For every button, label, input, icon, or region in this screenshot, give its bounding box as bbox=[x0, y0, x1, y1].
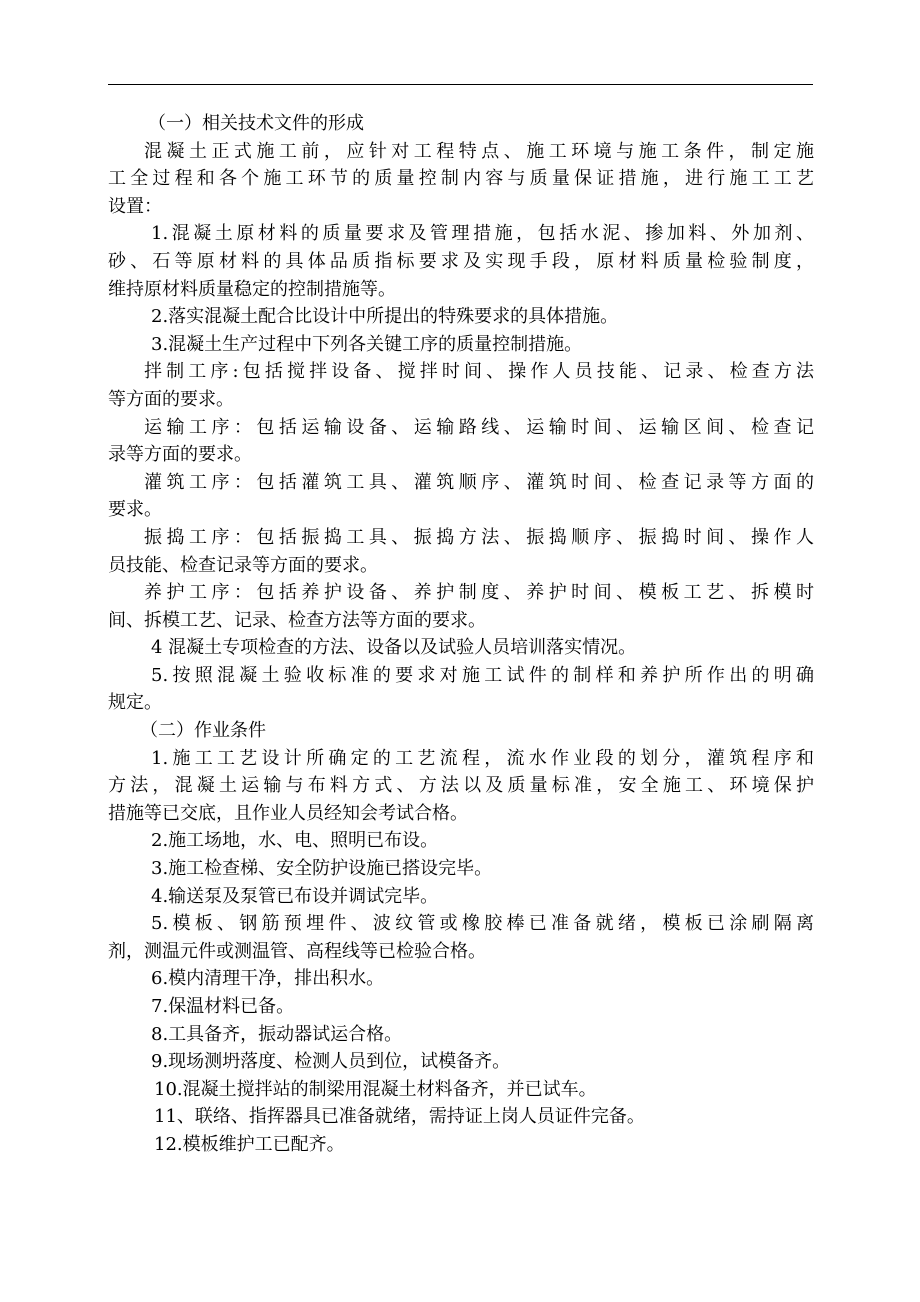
text-line: 1.施工工艺设计所确定的工艺流程，流水作业段的划分，灌筑程序和 bbox=[151, 747, 814, 769]
text-line: 8.工具备齐，振动器试运合格。 bbox=[151, 1023, 403, 1045]
text-line: 10.混凝土搅拌站的制梁用混凝土材料备齐，并已试车。 bbox=[154, 1078, 597, 1100]
text-line: 员技能、检查记录等方面的要求。 bbox=[108, 554, 378, 576]
text-line: 4 混凝土专项检查的方法、设备以及试验人员培训落实情况。 bbox=[151, 637, 637, 659]
text-line: （一）相关技术文件的形成 bbox=[148, 113, 364, 134]
text-line: 措施等已交底，且作业人员经知会考试合格。 bbox=[108, 802, 468, 824]
text-line: 拌制工序:包括搅拌设备、搅拌时间、操作人员技能、记录、检查方法 bbox=[144, 361, 814, 383]
text-line: 4.输送泵及泵管已布设并调试完毕。 bbox=[151, 885, 439, 907]
document-body bbox=[108, 110, 814, 1159]
text-line: 等方面的要求。 bbox=[108, 388, 234, 410]
text-line: 11、联络、指挥器具已准备就绪，需持证上岗人员证件完备。 bbox=[154, 1106, 645, 1128]
text-line: 1.混凝土原材料的质量要求及管理措施，包括水泥、掺加料、外加剂、 bbox=[151, 223, 814, 245]
text-line: 3.混凝土生产过程中下列各关键工序的质量控制措施。 bbox=[151, 333, 583, 355]
text-line: 砂、石等原材料的具体品质指标要求及实现手段，原材料质量检验制度， bbox=[108, 250, 814, 272]
text-line: 设置： bbox=[108, 195, 162, 217]
text-line: 规定。 bbox=[108, 692, 162, 714]
text-line: 2.落实混凝土配合比设计中所提出的特殊要求的具体措施。 bbox=[151, 306, 619, 328]
text-line: （二）作业条件 bbox=[140, 720, 266, 742]
text-line: 方法，混凝土运输与布料方式、方法以及质量标准，安全施工、环境保护 bbox=[108, 775, 814, 797]
text-line: 5.按照混凝土验收标准的要求对施工试件的制样和养护所作出的明确 bbox=[151, 664, 814, 686]
text-line: 工全过程和各个施工环节的质量控制内容与质量保证措施，进行施工工艺 bbox=[108, 168, 814, 190]
text-line: 6.模内清理干净，排出积水。 bbox=[151, 968, 385, 990]
text-line: 振捣工序：包括振捣工具、振捣方法、振捣顺序、振捣时间、操作人 bbox=[144, 526, 814, 548]
text-line: 7.保温材料已备。 bbox=[151, 996, 295, 1017]
text-line: 维持原材料质量稳定的控制措施等。 bbox=[108, 278, 396, 300]
text-line: 要求。 bbox=[108, 499, 162, 521]
text-line: 3.施工检查梯、安全防护设施已搭设完毕。 bbox=[151, 858, 493, 880]
text-line: 9.现场测坍落度、检测人员到位，试模备齐。 bbox=[151, 1051, 511, 1073]
text-line: 5.模板、钢筋预埋件、波纹管或橡胶棒已准备就绪，模板已涂刷隔离 bbox=[151, 913, 814, 935]
text-line: 2.施工场地，水、电、照明已布设。 bbox=[151, 830, 439, 852]
text-line: 剂，测温元件或测温管、高程线等已检验合格。 bbox=[108, 940, 486, 962]
text-line: 运输工序：包括运输设备、运输路线、运输时间、运输区间、检查记 bbox=[144, 416, 814, 438]
text-line: 混凝土正式施工前，应针对工程特点、施工环境与施工条件，制定施 bbox=[144, 140, 814, 162]
header-rule bbox=[108, 84, 813, 85]
text-line: 12.模板维护工已配齐。 bbox=[154, 1133, 345, 1155]
text-line: 间、拆模工艺、记录、检查方法等方面的要求。 bbox=[108, 609, 486, 631]
text-line: 录等方面的要求。 bbox=[108, 444, 252, 466]
text-line: 灌筑工序：包括灌筑工具、灌筑顺序、灌筑时间、检查记录等方面的 bbox=[144, 471, 814, 493]
text-line: 养护工序：包括养护设备、养护制度、养护时间、模板工艺、拆模时 bbox=[144, 582, 814, 604]
